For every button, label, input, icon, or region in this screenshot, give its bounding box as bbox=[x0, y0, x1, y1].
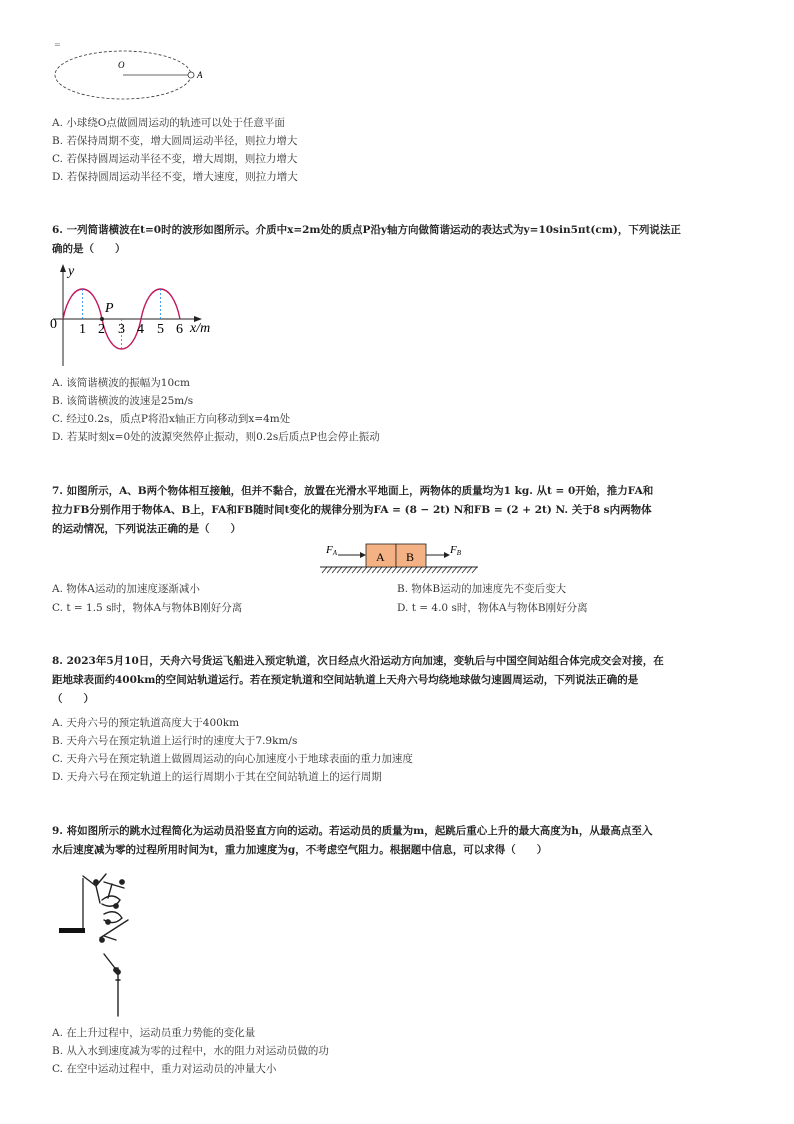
hatch-mark bbox=[337, 567, 342, 573]
hatch-mark bbox=[347, 567, 352, 573]
hatch-mark bbox=[412, 567, 417, 573]
q6-option-d: D. 若某时刻x=0处的波源突然停止振动，则0.2s后质点P也会停止振动 bbox=[52, 431, 380, 443]
hatch-mark bbox=[467, 567, 472, 573]
q9-diver-illustration bbox=[56, 868, 146, 1018]
q7-option-c: C. t = 1.5 s时，物体A与物体B刚好分离 bbox=[52, 602, 243, 614]
q7-option-d: D. t = 4.0 s时，物体A与物体B刚好分离 bbox=[397, 602, 588, 614]
hatch-mark bbox=[407, 567, 412, 573]
q6-option-c: C. 经过0.2s，质点P将沿x轴正方向移动到x=4m处 bbox=[52, 413, 291, 425]
hatch-mark bbox=[382, 567, 387, 573]
hatch-mark bbox=[327, 567, 332, 573]
force-a-arrowhead bbox=[360, 552, 366, 558]
hatch-mark bbox=[472, 567, 477, 573]
hatch-mark bbox=[367, 567, 372, 573]
y-label: y bbox=[68, 264, 75, 279]
x-tick-5: 5 bbox=[157, 322, 164, 337]
hatch-mark bbox=[342, 567, 347, 573]
q9-option-b: B. 从入水到速度减为零的过程中，水的阻力对运动员做的功 bbox=[52, 1045, 329, 1057]
diving-platform bbox=[59, 928, 85, 933]
hatch-mark bbox=[457, 567, 462, 573]
force-a-sub: A bbox=[332, 549, 338, 557]
q6-stem bbox=[52, 221, 681, 259]
q5-option-b: B. 若保持周期不变，增大圆周运动半径，则拉力增大 bbox=[52, 135, 298, 147]
block-a-label: A bbox=[376, 550, 385, 564]
y-axis-arrow bbox=[60, 264, 66, 272]
hatch-mark bbox=[452, 567, 457, 573]
x-tick-1: 1 bbox=[79, 322, 86, 337]
q6-option-a: A. 该简谐横波的振幅为10cm bbox=[52, 377, 190, 389]
hatch-mark bbox=[462, 567, 467, 573]
label-o: O bbox=[118, 60, 125, 70]
x-label: x/m bbox=[190, 321, 211, 336]
hatch-mark bbox=[417, 567, 422, 573]
hatch-mark bbox=[332, 567, 337, 573]
q9-stem bbox=[52, 822, 652, 860]
hatch-mark bbox=[362, 567, 367, 573]
q9-stem-line-1: 9. 将如图所示的跳水过程简化为运动员沿竖直方向的运动。若运动员的质量为m，起跳后重心上升的最大高度为h，从最高点至入 bbox=[52, 825, 653, 837]
q7-option-b: B. 物体B运动的加速度先不变后变大 bbox=[397, 583, 567, 595]
q8-stem-line-3: （ ） bbox=[52, 693, 94, 705]
hatch-mark bbox=[372, 567, 377, 573]
q7-blocks-diagram bbox=[318, 540, 480, 576]
q5-orbit-diagram bbox=[50, 48, 220, 106]
x-tick-3: 3 bbox=[118, 322, 125, 337]
x-tick-4: 4 bbox=[137, 322, 144, 337]
force-b-label: FB bbox=[450, 544, 462, 557]
q9-option-a: A. 在上升过程中，运动员重力势能的变化量 bbox=[52, 1027, 256, 1039]
hatch-mark bbox=[402, 567, 407, 573]
hatch-mark bbox=[422, 567, 427, 573]
block-b-label: B bbox=[406, 550, 415, 564]
q6-option-b: B. 该简谐横波的波速是25m/s bbox=[52, 395, 194, 407]
q5-option-d: D. 若保持圆周运动半径不变，增大速度，则拉力增大 bbox=[52, 171, 298, 183]
origin-label: 0 bbox=[50, 317, 57, 332]
q5-option-c: C. 若保持圆周运动半径不变，增大周期，则拉力增大 bbox=[52, 153, 298, 165]
q5-option-a: A. 小球绕O点做圆周运动的轨迹可以处于任意平面 bbox=[52, 117, 285, 129]
hatch-mark bbox=[322, 567, 327, 573]
q6-stem-line-1: 6. 一列简谐横波在t=0时的波形如图所示。介质中x=2m处的质点P沿y轴方向做简谐运动的表达式为y=10sin5πt(cm)，下列说法正 bbox=[52, 224, 681, 236]
q8-option-a: A. 天舟六号的预定轨道高度大于400km bbox=[52, 717, 240, 729]
q9-option-c: C. 在空中运动过程中，重力对运动员的冲量大小 bbox=[52, 1063, 277, 1075]
x-tick-2: 2 bbox=[98, 322, 105, 337]
hatch-mark bbox=[392, 567, 397, 573]
hatch-mark bbox=[387, 567, 392, 573]
q6-stem-line-2: 确的是（ ） bbox=[52, 243, 126, 255]
q7-stem-line-1: 7. 如图所示，A、B两个物体相互接触，但并不黏合，放置在光滑水平地面上，两物体的质量均为1 kg. 从t = 0开始，推力FA和 bbox=[52, 485, 654, 497]
label-a: A bbox=[197, 70, 203, 80]
hatch-mark bbox=[427, 567, 432, 573]
force-a-label: FA bbox=[326, 544, 338, 557]
q7-option-a: A. 物体A运动的加速度逐渐减小 bbox=[52, 583, 200, 595]
q7-stem-line-3: 的运动情况，下列说法正确的是（ ） bbox=[52, 523, 241, 535]
force-b-sub: B bbox=[456, 549, 462, 557]
q8-stem-line-2: 距地球表面约400km的空间站轨道运行。若在预定轨道和空间站轨道上天舟六号均绕地球做匀速圆周运动，下列说法正确的是 bbox=[52, 674, 639, 686]
ball-a bbox=[188, 72, 194, 78]
hatch-mark bbox=[442, 567, 447, 573]
hatch-mark bbox=[377, 567, 382, 573]
hatch-mark bbox=[432, 567, 437, 573]
q8-stem-line-1: 8. 2023年5月10日，天舟六号货运飞船进入预定轨道，次日经点火沿运动方向加速，变轨后与中国空间站组合体完成交会对接，在 bbox=[52, 655, 664, 667]
diver-figures bbox=[83, 874, 128, 1016]
hatch-mark bbox=[437, 567, 442, 573]
hatch-mark bbox=[352, 567, 357, 573]
hatch-mark bbox=[357, 567, 362, 573]
x-tick-6: 6 bbox=[176, 322, 183, 337]
hatch-mark bbox=[397, 567, 402, 573]
q8-stem bbox=[52, 652, 664, 709]
point-p bbox=[100, 317, 104, 321]
q6-wave-graph bbox=[48, 262, 223, 370]
q8-option-b: B. 天舟六号在预定轨道上运行时的速度大于7.9km/s bbox=[52, 735, 298, 747]
q8-option-c: C. 天舟六号在预定轨道上做圆周运动的向心加速度小于地球表面的重力加速度 bbox=[52, 753, 413, 765]
q7-stem bbox=[52, 482, 653, 539]
q9-stem-line-2: 水后速度减为零的过程所用时间为t，重力加速度为g，不考虑空气阻力。根据题中信息，可以求得（ ） bbox=[52, 844, 548, 856]
point-p-label: P bbox=[105, 301, 114, 316]
page-mark: = bbox=[54, 40, 61, 49]
ground-hatch bbox=[322, 567, 477, 573]
q7-stem-line-2: 拉力FB分别作用于物体A、B上，FA和FB随时间t变化的规律分别为FA = (8 − 2t) N和FB = (2 + 2t) N. 关于8 s内两物体 bbox=[52, 504, 652, 516]
q8-option-d: D. 天舟六号在预定轨道上的运行周期小于其在空间站轨道上的运行周期 bbox=[52, 771, 382, 783]
hatch-mark bbox=[447, 567, 452, 573]
